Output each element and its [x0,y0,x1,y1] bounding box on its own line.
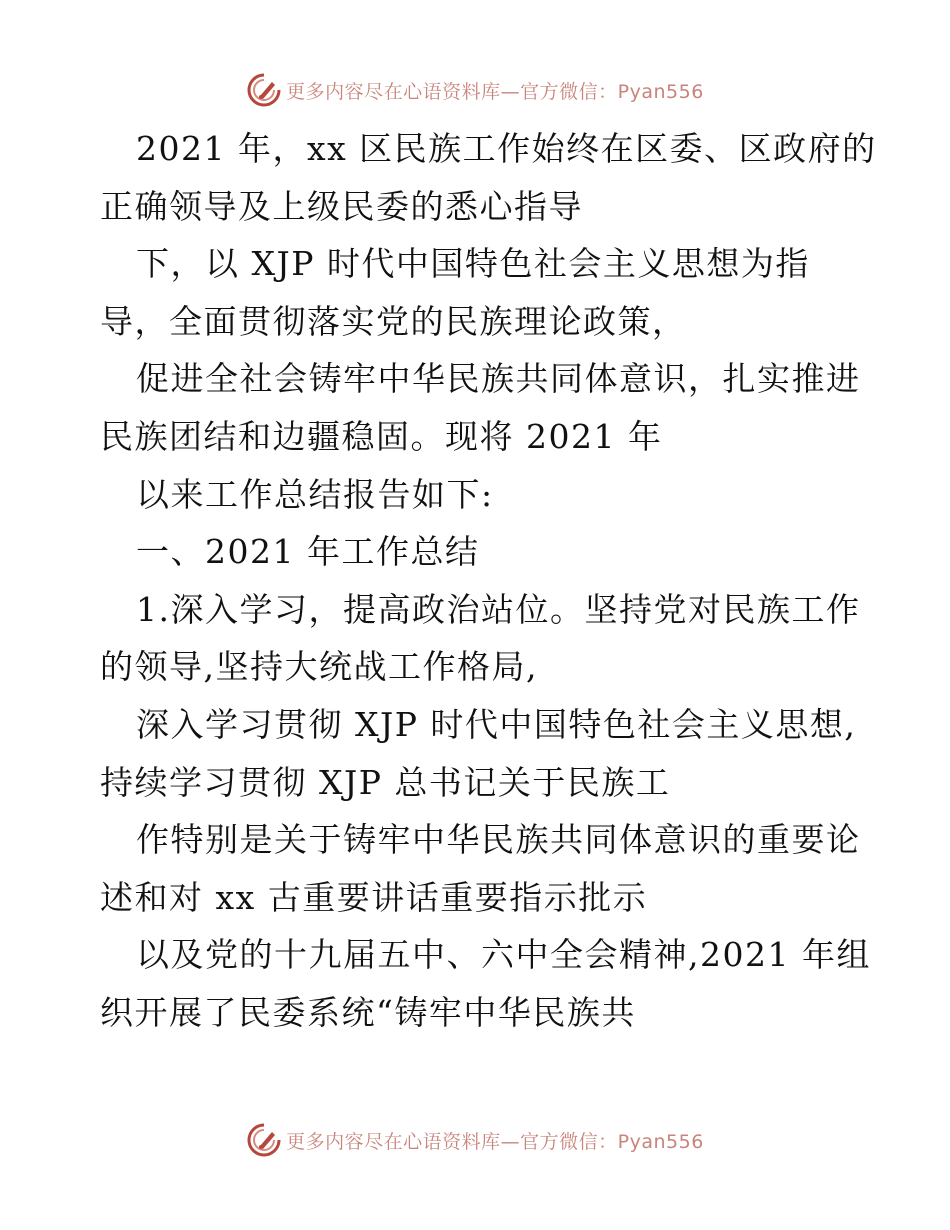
paragraph-line: 以来工作总结报告如下: [136,474,494,514]
paragraph-line: 下，以 XJP 时代中国特色社会主义思想为指 [136,244,810,284]
paragraph-line: 1.深入学习，提高政治站位。坚持党对民族工作 [136,589,861,629]
paragraph-line: 持续学习贯彻 XJP 总书记关于民族工 [100,762,671,802]
banner-text: 更多内容尽在心语资料库—官方微信：Pyan556 [286,80,704,103]
banner-text: 更多内容尽在心语资料库—官方微信：Pyan556 [286,1130,704,1153]
paragraph-line: 正确领导及上级民委的悉心指导 [100,186,583,226]
section-heading: 一、2021 年工作总结 [136,532,480,572]
paragraph-line: 的领导,坚持大统战工作格局, [100,647,538,687]
paragraph-line: 述和对 xx 古重要讲话重要指示批示 [100,877,648,917]
paragraph-line: 作特别是关于铸牢中华民族共同体意识的重要论 [136,820,861,860]
paragraph-line: 导，全面贯彻落实党的民族理论政策， [100,301,687,341]
paragraph-line: 2021 年，xx 区民族工作始终在区委、区政府的 [136,129,877,168]
paragraph-line: 以及党的十九届五中、六中全会精神,2021 年组 [136,935,871,975]
header-banner [0,70,950,110]
paragraph-line: 促进全社会铸牢中华民族共同体意识，扎实推进 [136,359,861,399]
footer-banner [0,1120,950,1160]
paragraph-line: 民族团结和边疆稳固。现将 2021 年 [100,416,663,456]
paragraph-line: 织开展了民委系统“铸牢中华民族共 [100,992,636,1032]
document-body [100,120,877,1042]
pen-nib-circle-logo-icon [246,1122,282,1158]
paragraph-line: 深入学习贯彻 XJP 时代中国特色社会主义思想, [136,704,857,744]
pen-nib-circle-logo-icon [246,72,282,108]
